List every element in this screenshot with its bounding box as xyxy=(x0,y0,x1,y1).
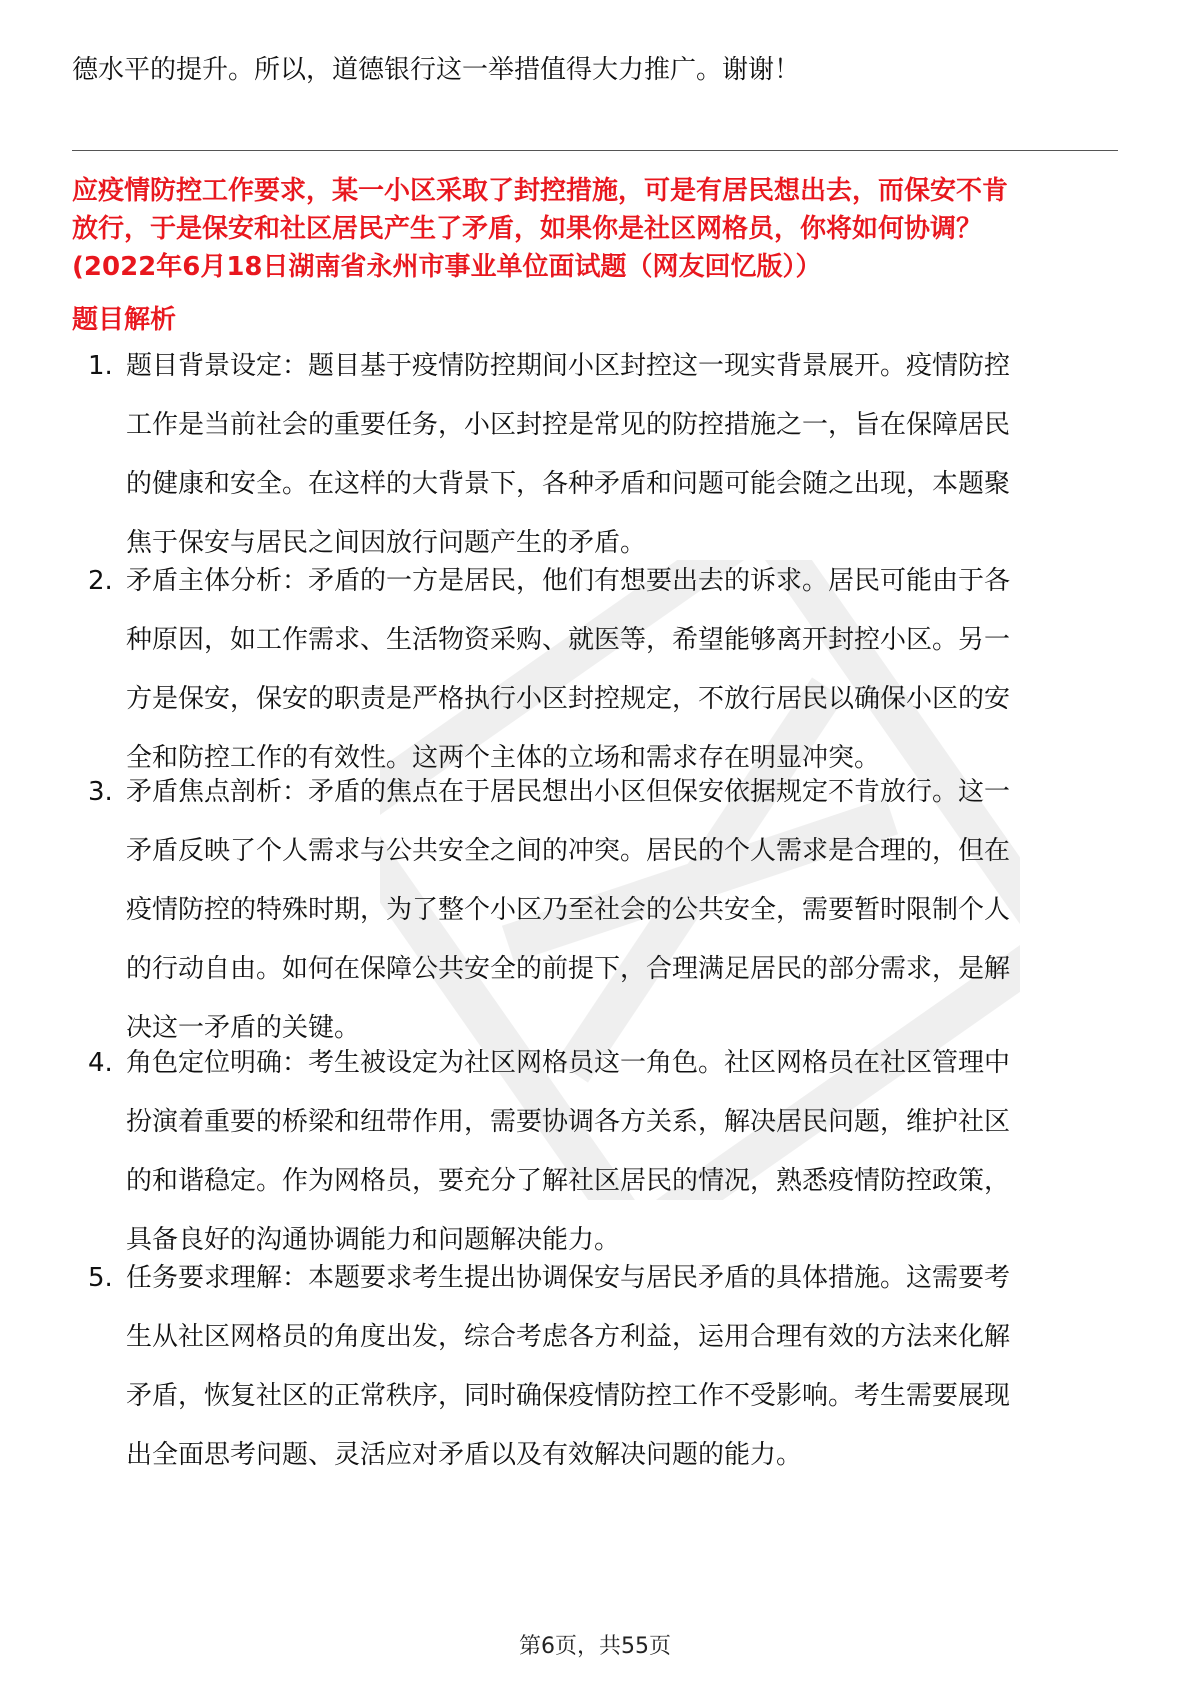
page-number-footer: 第6页，共55页 xyxy=(519,1634,671,1659)
list-item-number: 5. xyxy=(88,1263,113,1293)
text-line: 矛盾焦点剖析：矛盾的焦点在于居民想出小区但保安依据规定不肯放行。这一 xyxy=(126,777,1011,807)
text-line: 的和谐稳定。作为网格员，要充分了解社区居民的情况，熟悉疫情防控政策， xyxy=(126,1166,1011,1196)
text-line: 工作是当前社会的重要任务，小区封控是常见的防控措施之一，旨在保障居民 xyxy=(126,410,1011,440)
text-line: 矛盾主体分析：矛盾的一方是居民，他们有想要出去的诉求。居民可能由于各 xyxy=(126,566,1011,596)
text-line: 角色定位明确：考生被设定为社区网格员这一角色。社区网格员在社区管理中 xyxy=(126,1048,1011,1078)
text-line: 方是保安，保安的职责是严格执行小区封控规定，不放行居民以确保小区的安 xyxy=(126,684,1011,714)
list-item-number: 3. xyxy=(88,777,113,807)
text-line: 任务要求理解：本题要求考生提出协调保安与居民矛盾的具体措施。这需要考 xyxy=(126,1263,1011,1293)
text-line: 的行动自由。如何在保障公共安全的前提下，合理满足居民的部分需求，是解 xyxy=(126,954,1011,984)
list-item-text xyxy=(126,763,1124,1058)
question-heading xyxy=(72,172,1122,286)
list-item-text xyxy=(126,1249,1124,1485)
question-line: 应疫情防控工作要求，某一小区采取了封控措施，可是有居民想出去，而保安不肯 xyxy=(72,176,1009,206)
text-line: 具备良好的沟通协调能力和问题解决能力。 xyxy=(126,1225,621,1255)
section-divider xyxy=(72,150,1118,151)
list-item-number: 4. xyxy=(88,1048,113,1078)
question-line: 放行，于是保安和社区居民产生了矛盾，如果你是社区网格员，你将如何协调？ xyxy=(72,214,983,244)
list-item-text xyxy=(126,337,1124,573)
text-line: 决这一矛盾的关键。 xyxy=(126,1013,361,1043)
text-line: 矛盾，恢复社区的正常秩序，同时确保疫情防控工作不受影响。考生需要展现 xyxy=(126,1381,1011,1411)
text-line: 全和防控工作的有效性。这两个主体的立场和需求存在明显冲突。 xyxy=(126,743,881,773)
list-item-number: 1. xyxy=(88,351,113,381)
section-title: 题目解析 xyxy=(72,305,177,335)
text-line: 扮演着重要的桥梁和纽带作用，需要协调各方关系，解决居民问题，维护社区 xyxy=(126,1107,1011,1137)
list-item-text xyxy=(126,552,1124,788)
text-line: 生从社区网格员的角度出发，综合考虑各方利益，运用合理有效的方法来化解 xyxy=(126,1322,1011,1352)
text-line: 的健康和安全。在这样的大背景下，各种矛盾和问题可能会随之出现，本题聚 xyxy=(126,469,1011,499)
text-line: 矛盾反映了个人需求与公共安全之间的冲突。居民的个人需求是合理的，但在 xyxy=(126,836,1011,866)
list-item-text xyxy=(126,1034,1124,1270)
list-item-number: 2. xyxy=(88,566,113,596)
text-line: 疫情防控的特殊时期，为了整个小区乃至社会的公共安全，需要暂时限制个人 xyxy=(126,895,1011,925)
question-line: (2022年6月18日湖南省永州市事业单位面试题（网友回忆版）） xyxy=(72,252,822,282)
text-line: 种原因，如工作需求、生活物资采购、就医等，希望能够离开封控小区。另一 xyxy=(126,625,1011,655)
carryover-paragraph: 德水平的提升。所以，道德银行这一举措值得大力推广。谢谢！ xyxy=(72,55,801,85)
text-line: 焦于保安与居民之间因放行问题产生的矛盾。 xyxy=(126,528,647,558)
text-line: 出全面思考问题、灵活应对矛盾以及有效解决问题的能力。 xyxy=(126,1440,803,1470)
text-line: 题目背景设定：题目基于疫情防控期间小区封控这一现实背景展开。疫情防控 xyxy=(126,351,1011,381)
